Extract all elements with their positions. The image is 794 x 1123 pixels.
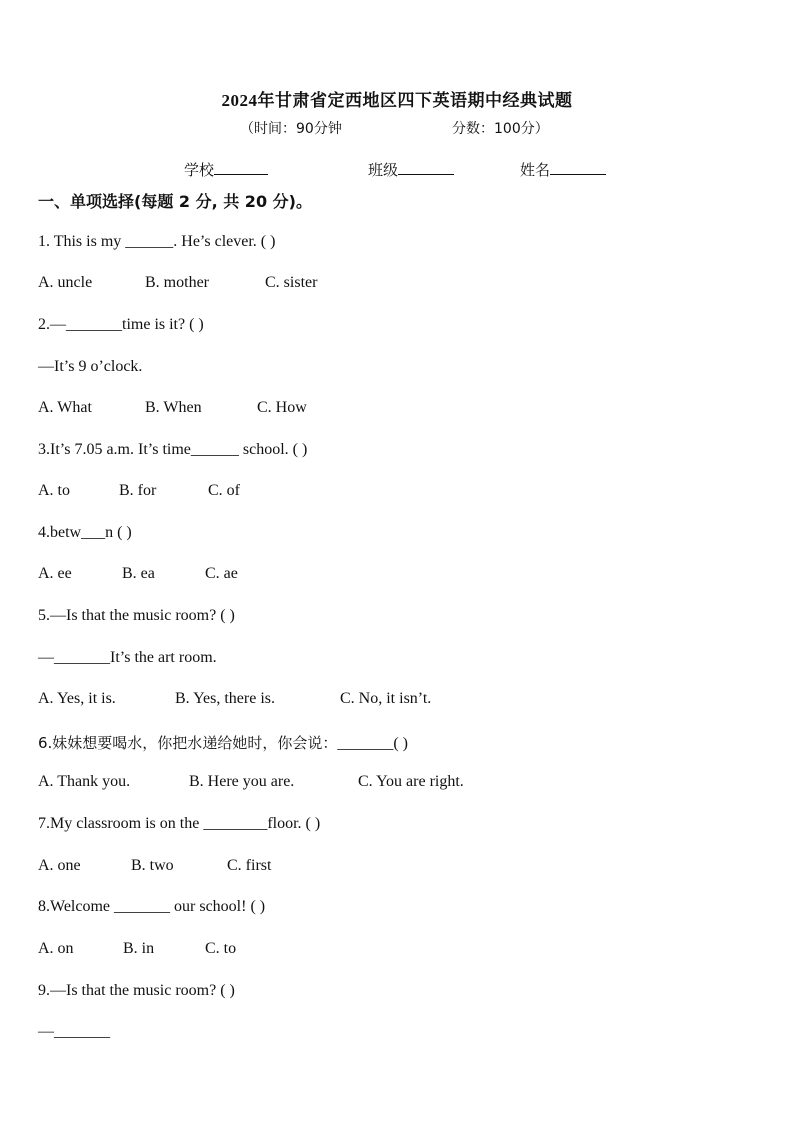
question-3-options <box>38 482 240 500</box>
class-blank[interactable] <box>398 160 454 175</box>
total-score: 分数：100分） <box>452 121 549 137</box>
option-a[interactable]: A. on <box>38 940 74 957</box>
option-c[interactable]: C. How <box>257 399 307 416</box>
option-b[interactable]: B. in <box>123 940 155 957</box>
question-9-stem: 9.—Is that the music room? ( ) <box>38 982 235 999</box>
exam-meta <box>240 118 549 138</box>
school-field[interactable] <box>184 159 268 180</box>
option-b[interactable]: B. ea <box>122 565 155 582</box>
name-label: 姓名 <box>520 161 551 179</box>
exam-title: 2024年甘肃省定西地区四下英语期中经典试题 <box>221 91 573 110</box>
name-blank[interactable] <box>550 160 606 175</box>
question-8-options <box>38 940 236 958</box>
option-c[interactable]: C. to <box>205 940 237 957</box>
option-c[interactable]: C. You are right. <box>358 773 464 790</box>
option-c[interactable]: C. sister <box>265 274 318 291</box>
option-c[interactable]: C. ae <box>205 565 238 582</box>
question-1-options <box>38 274 317 292</box>
question-1-stem: 1. This is my ______. He’s clever. ( ) <box>38 233 276 250</box>
class-label: 班级 <box>368 161 399 179</box>
option-c[interactable]: C. No, it isn’t. <box>340 690 432 707</box>
option-b[interactable]: B. Yes, there is. <box>175 690 276 707</box>
question-5-answer-line: —_______It’s the art room. <box>38 649 217 666</box>
question-8-stem: 8.Welcome _______ our school! ( ) <box>38 898 266 915</box>
option-c[interactable]: C. of <box>208 482 240 499</box>
question-2-answer-line: —It’s 9 o’clock. <box>38 358 143 375</box>
question-2-stem: 2.—_______time is it? ( ) <box>38 316 204 333</box>
question-6-stem <box>38 732 408 753</box>
name-field[interactable] <box>520 159 606 180</box>
question-7-stem: 7.My classroom is on the ________floor. ( ) <box>38 815 321 832</box>
question-9-answer-line: —_______ <box>38 1023 110 1040</box>
question-2-options <box>38 399 307 417</box>
option-b[interactable]: B. mother <box>145 274 209 291</box>
option-a[interactable]: A. Thank you. <box>38 773 131 790</box>
class-field[interactable] <box>368 159 454 180</box>
question-5-options <box>38 690 431 708</box>
question-4-stem: 4.betw___n ( ) <box>38 524 132 541</box>
question-6-blank: _______( ) <box>337 735 408 752</box>
option-a[interactable]: A. What <box>38 399 92 416</box>
option-a[interactable]: A. ee <box>38 565 72 582</box>
school-label: 学校 <box>184 161 215 179</box>
question-4-options <box>38 565 238 583</box>
time-limit: （时间：90分钟 <box>240 121 342 137</box>
section-heading: 一、单项选择(每题 2 分, 共 20 分)。 <box>38 192 312 211</box>
option-b[interactable]: B. Here you are. <box>189 773 295 790</box>
option-a[interactable]: A. to <box>38 482 70 499</box>
question-5-stem: 5.—Is that the music room? ( ) <box>38 607 235 624</box>
option-a[interactable]: A. one <box>38 857 81 874</box>
option-a[interactable]: A. Yes, it is. <box>38 690 116 707</box>
option-a[interactable]: A. uncle <box>38 274 93 291</box>
question-3-stem: 3.It’s 7.05 a.m. It’s time______ school. ( ) <box>38 441 308 458</box>
option-b[interactable]: B. two <box>131 857 174 874</box>
option-b[interactable]: B. for <box>119 482 157 499</box>
question-7-options <box>38 857 271 875</box>
option-c[interactable]: C. first <box>227 857 272 874</box>
question-6-options <box>38 773 464 791</box>
question-6-text: 6.妹妹想要喝水，你把水递给她时，你会说： <box>38 734 338 752</box>
school-blank[interactable] <box>214 160 268 175</box>
option-b[interactable]: B. When <box>145 399 202 416</box>
